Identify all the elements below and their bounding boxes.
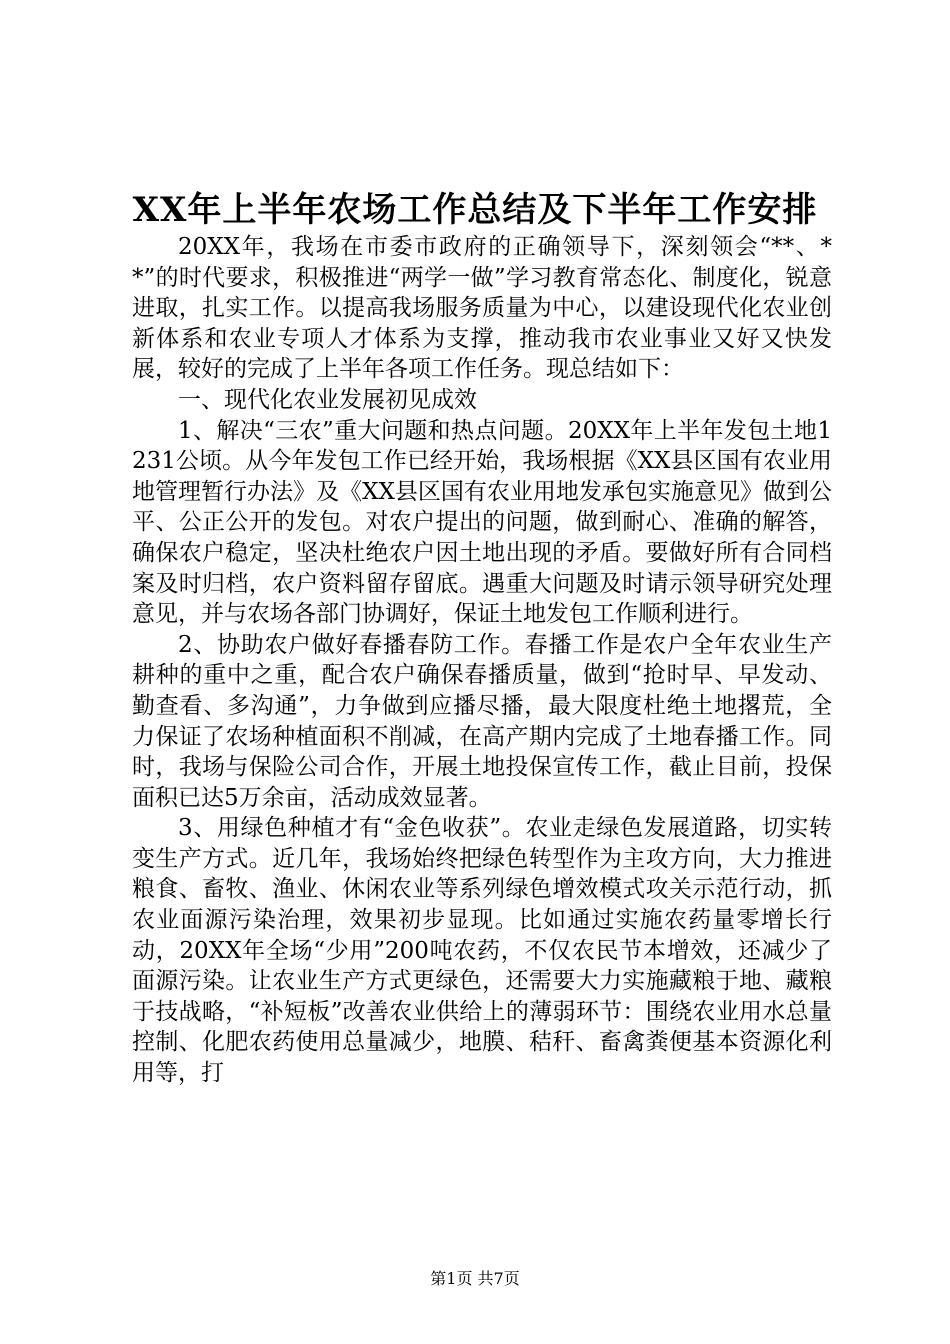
paragraph-intro: 20XX年，我场在市委市政府的正确领导下，深刻领会“**、**”的时代要求，积极推进“两学一做”学习教育常态化、制度化，锐意进取，扎实工作。以提高我场服务质量为中心，以建设现代化农业创新体系和农业专项人才体系为支撑，推动我市农业事业又好又快发展，较好的完成了上半年各项工作任务。现总结如下： (132, 234, 832, 383)
document-title: XX年上半年农场工作总结及下半年工作安排 (132, 190, 818, 230)
paragraph-item-1: 1、解决“三农”重大问题和热点问题。20XX年上半年发包土地1231公顷。从今年发包工作已经开始，我场根据《XX县区国有农业用地管理暂行办法》及《XX县区国有农业用地发承包实施意见》做到公平、公正公开的发包。对农户提出的问题，做到耐心、准确的解答，确保农户稳定，坚决杜绝农户因土地出现的矛盾。要做好所有合同档案及时归档，农户资料留存留底。遇重大问题及时请示领导研究处理意见，并与农场各部门协调好，保证土地发包工作顺利进行。 (132, 417, 832, 628)
paragraph-item-2: 2、协助农户做好春播春防工作。春播工作是农户全年农业生产耕种的重中之重，配合农户确保春播质量，做到“抢时早、早发动、勤查看、多沟通”，力争做到应播尽播，最大限度杜绝土地撂荒，全力保证了农场种植面积不削减，在高产期内完成了土地春播工作。同时，我场与保险公司合作，开展土地投保宣传工作，截止目前，投保面积已达5万余亩，活动成效显著。 (132, 631, 832, 811)
page-footer: 第1页 共7页 (430, 1269, 520, 1288)
section-heading: 一、现代化农业发展初见成效 (178, 386, 477, 413)
paragraph-item-3: 3、用绿色种植才有“金色收获”。农业走绿色发展道路，切实转变生产方式。近几年，我场始终把绿色转型作为主攻方向，大力推进粮食、畜牧、渔业、休闲农业等系列绿色增效模式攻关示范行动，抓农业面源污染治理，效果初步显现。比如通过实施农药量零增长行动，20XX年全场“少用”200吨农药，不仅农民节本增效，还减少了面源污染。让农业生产方式更绿色，还需要大力实施藏粮于地、藏粮于技战略，“补短板”改善农业供给上的薄弱环节：围绕农业用水总量控制、化肥农药使用总量减少，地膜、秸秆、畜禽粪便基本资源化利用等，打 (132, 815, 832, 1087)
document-body (132, 232, 832, 1089)
